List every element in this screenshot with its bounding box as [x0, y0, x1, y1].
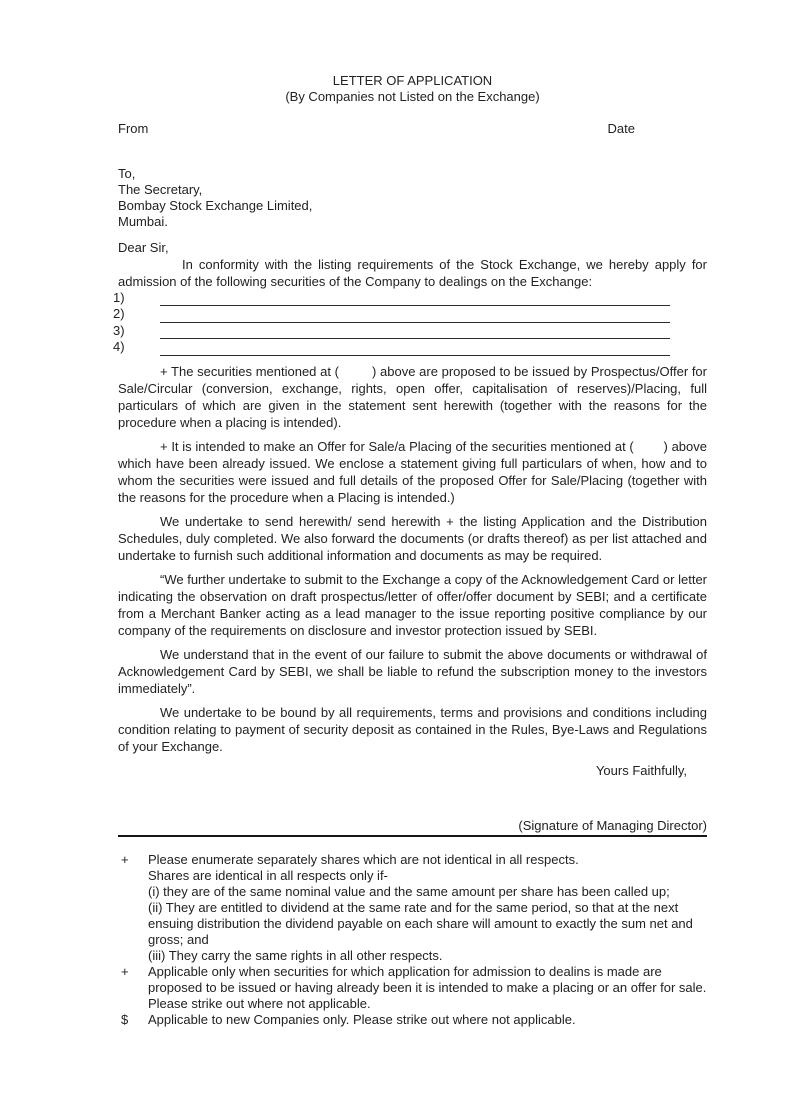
body-paragraph: We undertake to be bound by all requirements, terms and provisions and conditions including condition relating to payment of security deposit as contained in the Rules, Bye-Laws and Regulations of your Exchange.	[118, 704, 707, 754]
footnote-marker: +	[121, 963, 129, 979]
signature-rule	[118, 835, 707, 837]
date-label: Date	[607, 121, 635, 136]
footnote-text	[148, 852, 707, 964]
securities-list	[113, 289, 707, 356]
blank-line	[160, 292, 670, 306]
body-paragraph: “We further undertake to submit to the Exchange a copy of the Acknowledgement Card or letter indicating the observation on draft prospectus/letter of offer/offer document by SEBI; and a certificate from a Merchant Banker acting as a lead manager to the issue reporting positive compliance by our company of the requirements on disclosure and investor protection issued by SEBI.	[118, 571, 707, 638]
closing-salutation: Yours Faithfully,	[595, 762, 687, 778]
address-line: To,	[118, 166, 136, 181]
footnote-line: Applicable to new Companies only. Please strike out where not applicable.	[148, 1011, 576, 1027]
body-paragraph: We undertake to send herewith/ send herewith + the listing Application and the Distribution Schedules, duly completed. We also forward the documents (or drafts thereof) as per list attached and undertake to furnish such additional information and documents as may be required.	[118, 513, 707, 563]
footnote-text	[148, 964, 707, 1012]
signature-label: (Signature of Managing Director)	[518, 817, 707, 833]
body-paragraph: + It is intended to make an Offer for Sale/a Placing of the securities mentioned at ( ) above which have been already issued. We enclose a statement giving full particulars of when, how and to whom the securities were issued and full details of the proposed Offer for Sale/Placing (together with the reasons for the procedure when a Placing is intended.)	[118, 438, 707, 505]
from-date-row	[118, 120, 707, 137]
list-item	[113, 306, 707, 322]
blank-line	[160, 309, 670, 323]
list-number: 4)	[113, 339, 125, 355]
footnote-line: Please enumerate separately shares which are not identical in all respects.	[148, 851, 579, 867]
address-line: The Secretary,	[118, 182, 203, 197]
letter-document	[113, 0, 707, 1028]
footnote-line: Shares are identical in all respects only if-	[148, 867, 388, 883]
footnotes	[118, 852, 707, 1028]
list-number: 1)	[113, 289, 125, 305]
footnote-line: Applicable only when securities for which application for admission to dealins is made are	[148, 963, 662, 979]
list-item	[113, 289, 707, 306]
list-item	[113, 322, 707, 339]
address-line: Bombay Stock Exchange Limited,	[118, 198, 313, 213]
address-line: Mumbai.	[118, 214, 168, 229]
body-paragraph: We understand that in the event of our failure to submit the above documents or withdrawal of Acknowledgement Card by SEBI, we shall be liable to refund the subscription money to the investors immediately”.	[118, 646, 707, 696]
salutation: Dear Sir,	[118, 240, 169, 255]
footnote-line: (i) they are of the same nominal value and the same amount per share has been called up;	[148, 883, 670, 899]
footnote-line: (iii) They carry the same rights in all other respects.	[148, 947, 443, 963]
list-number: 2)	[113, 306, 125, 322]
footnote	[118, 1012, 707, 1028]
footnote-line: proposed to be issued or having already been it is intended to make a placing or an offer for sale.	[148, 979, 707, 995]
page-title: LETTER OF APPLICATION	[332, 73, 493, 88]
footnote-line: gross; and	[148, 931, 209, 947]
footnote	[118, 852, 707, 964]
footnote-text	[148, 1012, 707, 1028]
body-paragraph: + The securities mentioned at ( ) above are proposed to be issued by Prospectus/Offer for Sale/Circular (conversion, exchange, rights, open offer, capitalisation of reserves)/Placing, full particulars of which are given in the statement sent herewith (together with the reasons for the procedure when a placing is intended).	[118, 363, 707, 430]
blank-line	[160, 342, 670, 356]
footnote-line: ensuing distribution the dividend payable on each share will amount to exactly the sum net and	[148, 915, 693, 931]
footnote-marker: $	[121, 1011, 129, 1027]
footnote-marker: +	[121, 851, 129, 867]
blank-line	[160, 325, 670, 339]
footnote-line: Please strike out where not applicable.	[148, 995, 371, 1011]
footnote	[118, 964, 707, 1012]
opening-paragraph: In conformity with the listing requirements of the Stock Exchange, we hereby apply for admission of the following securities of the Company to dealings on the Exchange:	[118, 257, 707, 289]
page-subtitle: (By Companies not Listed on the Exchange)	[285, 89, 540, 104]
title-block	[118, 73, 707, 105]
footnote-line: (ii) They are entitled to dividend at the same rate and for the same period, so that at the next	[148, 899, 679, 915]
list-number: 3)	[113, 322, 125, 338]
list-item	[113, 339, 707, 355]
address-block	[118, 166, 707, 230]
from-label: From	[118, 121, 149, 136]
